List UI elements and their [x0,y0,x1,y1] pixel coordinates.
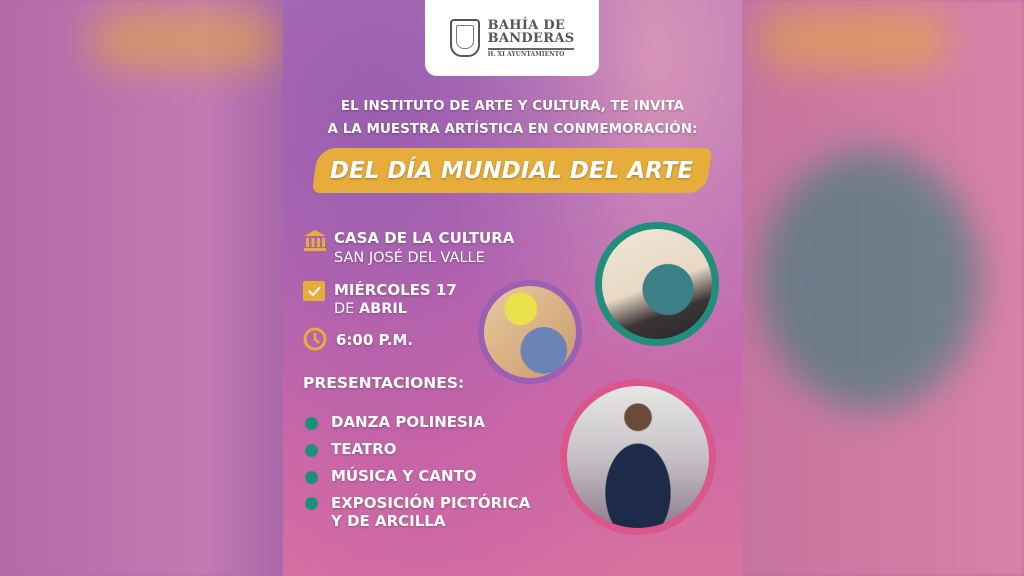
intro-line: EL INSTITUTO DE ARTE Y CULTURA, TE INVITA [340,98,685,114]
presentation-item: EXPOSICIÓN PICTÓRICA [331,494,531,512]
event-poster [283,0,742,576]
building-icon [303,229,327,251]
logo-text: BANDERAS [487,30,575,46]
presentation-item: MÚSICA Y CANTO [331,467,477,485]
title-banner [312,148,712,193]
painting-photo [478,280,582,384]
blurred-banner [90,10,280,70]
calendar-check-icon [303,281,325,301]
blurred-banner [760,10,950,70]
presentations-heading: PRESENTACIONES: [303,374,465,392]
venue-name: CASA DE LA CULTURA [334,229,515,247]
presentation-item: Y DE ARCILLA [331,512,446,530]
logo [425,0,599,76]
clock-icon [303,327,327,351]
logo-subtext: H. XI AYUNTAMIENTO [488,48,575,58]
presentation-item: DANZA POLINESIA [331,413,485,431]
logo-text: BAHÍA DE [487,17,566,33]
coat-of-arms-icon [450,19,480,57]
dancer-photo [560,379,716,535]
bullet-icon [305,471,318,484]
bullet-icon [305,417,318,430]
venue-place: SAN JOSÉ DEL VALLE [334,250,485,266]
date-day: MIÉRCOLES 17 [334,281,457,299]
title: DEL DÍA MUNDIAL DEL ARTE [330,157,694,184]
date-de: DE [334,301,355,317]
bullet-icon [305,444,318,457]
event-time: 6:00 P.M. [336,331,414,349]
intro-line: A LA MUESTRA ARTÍSTICA EN CONMEMORACIÓN: [327,121,698,137]
piano-photo [595,222,719,346]
intro-text [283,95,742,141]
presentation-item: TEATRO [331,440,397,458]
date-month: ABRIL [358,301,408,317]
blurred-photo [760,150,980,410]
bullet-icon [305,497,318,510]
